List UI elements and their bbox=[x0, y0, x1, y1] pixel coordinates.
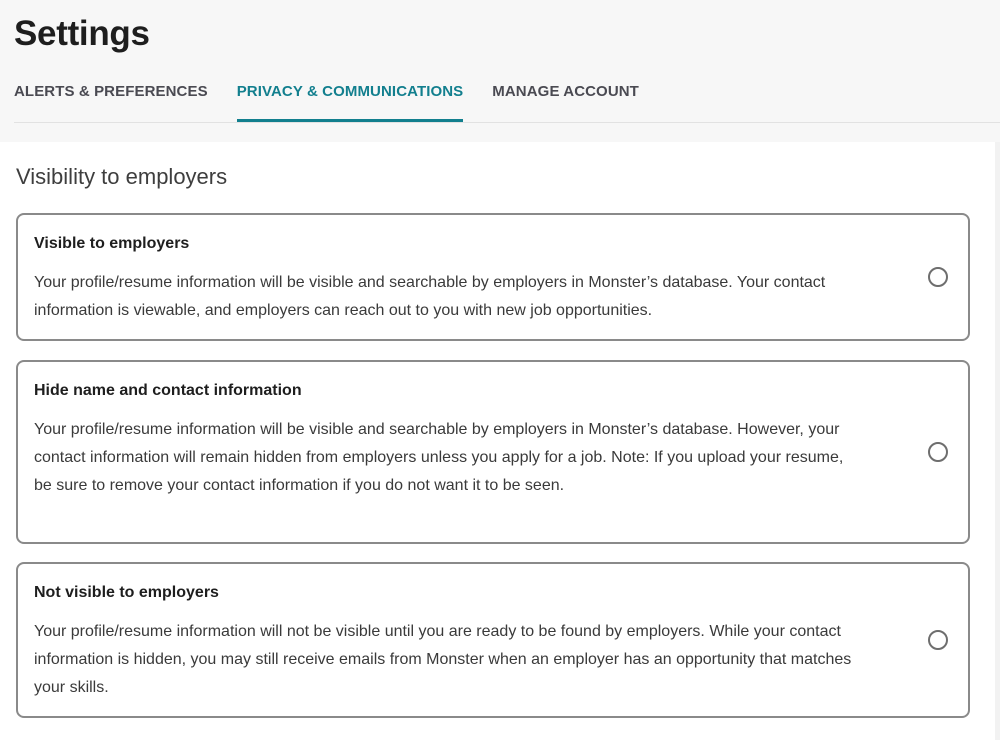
scrollbar-track[interactable] bbox=[995, 142, 1000, 740]
option-description: Your profile/resume information will not be visible until you are ready to be found by employers. While your contact information is hidden, you may still receive emails from Monster when an employer has an opportunity that matches your skills. bbox=[34, 623, 852, 696]
tab-privacy-communications[interactable]: PRIVACY & COMMUNICATIONS bbox=[237, 80, 464, 122]
option-hide-name-contact[interactable] bbox=[16, 360, 970, 544]
section-title: Visibility to employers bbox=[16, 164, 228, 189]
radio-button[interactable] bbox=[928, 630, 948, 650]
page-title: Settings bbox=[14, 14, 150, 53]
option-title: Visible to employers bbox=[34, 235, 190, 252]
option-title: Hide name and contact information bbox=[34, 382, 302, 399]
tab-alerts-preferences[interactable]: ALERTS & PREFERENCES bbox=[14, 83, 208, 100]
option-title: Not visible to employers bbox=[34, 584, 219, 601]
tab-manage-account[interactable]: MANAGE ACCOUNT bbox=[492, 83, 639, 100]
settings-tabs bbox=[14, 80, 1000, 123]
option-description: Your profile/resume information will be visible and searchable by employers in Monster’s database. Your contact information is viewable, and employers can reach out to you with new job opportunities. bbox=[34, 274, 826, 319]
option-visible-to-employers[interactable] bbox=[16, 213, 970, 341]
settings-header bbox=[0, 0, 1000, 142]
option-not-visible[interactable] bbox=[16, 562, 970, 718]
option-description: Your profile/resume information will be visible and searchable by employers in Monster’s database. However, your contact information will remain hidden from employers unless you apply for a job. Note: If you upload your resume, be sure to remove your contact information if you do not want it to be seen. bbox=[34, 421, 844, 494]
radio-button[interactable] bbox=[928, 442, 948, 462]
radio-button[interactable] bbox=[928, 267, 948, 287]
